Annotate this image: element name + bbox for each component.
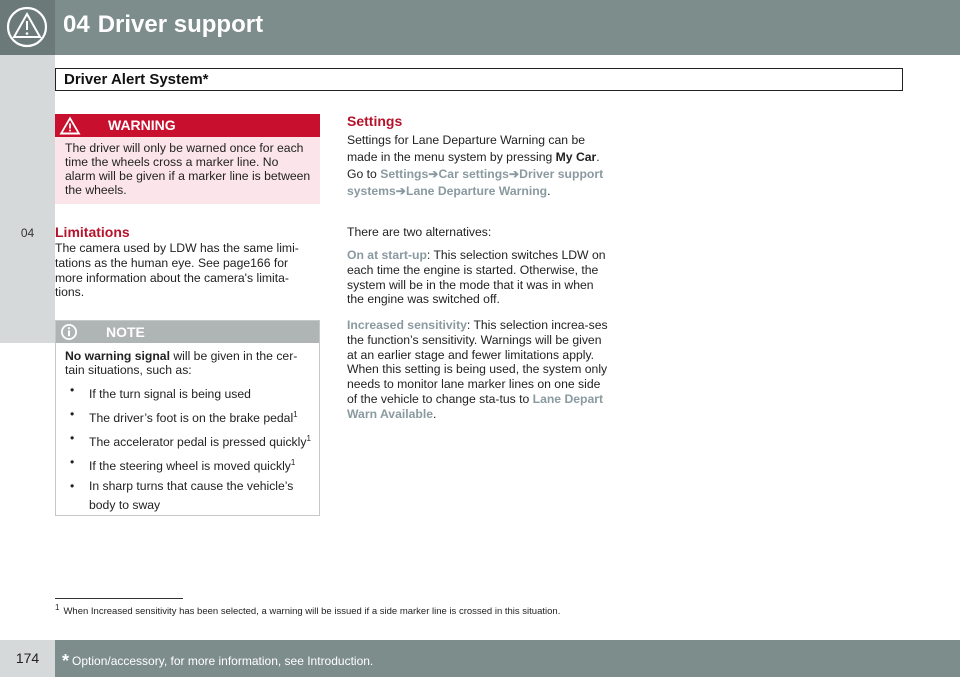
note-intro — [65, 349, 311, 377]
footer-note-text: Option/accessory, for more information, see Introduction. — [72, 654, 374, 668]
note-content — [56, 343, 319, 513]
footer-note — [62, 651, 373, 672]
note-list-item — [65, 407, 311, 426]
my-car-button-label: My Car — [555, 150, 597, 164]
page-number: 174 — [15, 650, 40, 666]
limitations-text: The camera used by LDW has the same limi-tations as the human eye. See page166 for more information about the camera's limita-tions. — [55, 241, 299, 300]
limitations-heading: Limitations — [55, 224, 130, 240]
menu-path-lane-departure: Lane Departure Warning — [406, 184, 548, 198]
note-list-item — [65, 479, 311, 513]
bullet: • — [70, 407, 75, 422]
chapter-side-tab — [0, 55, 55, 343]
footnote — [55, 603, 560, 617]
footnote-number: 1 — [55, 603, 60, 612]
settings-intro-text: Settings for Lane Departure Warning can be made in the menu system by pressing — [347, 133, 586, 164]
settings-alternatives: There are two alternatives: — [347, 225, 492, 239]
header-icon-box — [0, 0, 55, 55]
footnote-ref: 1 — [306, 434, 311, 444]
note-item-text: If the steering wheel is moved quickly — [89, 459, 291, 474]
bullet: • — [70, 455, 75, 470]
note-list — [65, 383, 311, 513]
chapter-name: Driver support — [97, 11, 264, 38]
note-item-text: The driver’s foot is on the brake pedal — [89, 411, 294, 426]
alt-on-at-startup — [347, 248, 613, 307]
note-item-text: The accelerator pedal is pressed quickly — [89, 435, 307, 450]
footnote-ref: 1 — [293, 410, 298, 420]
menu-path-settings: Settings — [380, 167, 429, 181]
menu-path-car-settings: Car settings — [438, 167, 509, 181]
chapter-title — [63, 11, 263, 39]
warning-triangle-circle-icon — [0, 0, 55, 55]
bullet: • — [70, 479, 75, 494]
alt-increased-sensitivity-end: . — [433, 406, 437, 421]
bullet: • — [70, 431, 75, 446]
menu-path-driver-support: Driver support systems — [347, 167, 604, 198]
arrow-right-icon: ➔ — [508, 167, 520, 181]
arrow-right-icon: ➔ — [428, 167, 439, 181]
settings-intro-end: . — [547, 184, 551, 198]
note-label: NOTE — [106, 324, 145, 340]
arrow-right-icon: ➔ — [395, 184, 407, 198]
note-list-item — [65, 383, 311, 402]
footnote-text: When Increased sensitivity has been selected, a warning will be issued if a side marker line is crossed in this situation. — [63, 606, 561, 618]
alt-on-at-startup-text: : This selection switches LDW on each time the engine is started. Otherwise, the system will be in the mode that it was in when the engine was switched off. — [347, 248, 606, 307]
note-item-text: In sharp turns that cause the vehicle’s body to sway — [89, 479, 294, 513]
note-intro-bold: No warning signal — [65, 349, 170, 363]
chapter-number: 04 — [63, 11, 90, 38]
menu-option-on-at-startup: On at start-up — [347, 248, 427, 262]
bullet: • — [70, 383, 75, 397]
status-lane-depart-warn-available: Lane Depart Warn Available — [347, 391, 604, 421]
warning-text: The driver will only be warned once for each time the wheels cross a marker line. No alarm will be given if a marker line is between the wheels. — [65, 141, 311, 197]
note-intro-rest: will be given in the cer-tain situations, such as: — [65, 349, 298, 377]
note-list-item — [65, 431, 311, 450]
warning-box — [55, 114, 320, 204]
note-item-text: If the turn signal is being used — [89, 387, 251, 402]
chapter-side-tab-label: 04 — [20, 226, 35, 240]
alt-increased-sensitivity-text: : This selection increa-ses the function’s sensitivity. Warnings will be given at an earlier stage and fewer limitations apply. When this setting is being used, the system only needs to monitor lane marker lines on one side of the vehicle to change sta-tus to — [347, 318, 608, 406]
settings-intro-text: . Go to — [347, 150, 600, 181]
info-circle-icon — [60, 323, 78, 341]
note-bar — [56, 321, 319, 343]
alt-increased-sensitivity — [347, 318, 613, 422]
settings-intro — [347, 132, 613, 200]
section-title: Driver Alert System* — [55, 68, 903, 91]
warning-label: WARNING — [108, 117, 176, 133]
note-list-item — [65, 455, 311, 474]
menu-option-increased-sensitivity: Increased sensitivity — [347, 318, 467, 332]
footer-asterisk: * — [62, 651, 70, 671]
footnote-ref: 1 — [290, 458, 296, 468]
footnote-rule — [55, 598, 183, 599]
note-box — [55, 320, 320, 516]
warning-triangle-icon — [58, 115, 82, 136]
warning-bar — [55, 114, 320, 137]
settings-heading: Settings — [347, 113, 403, 129]
